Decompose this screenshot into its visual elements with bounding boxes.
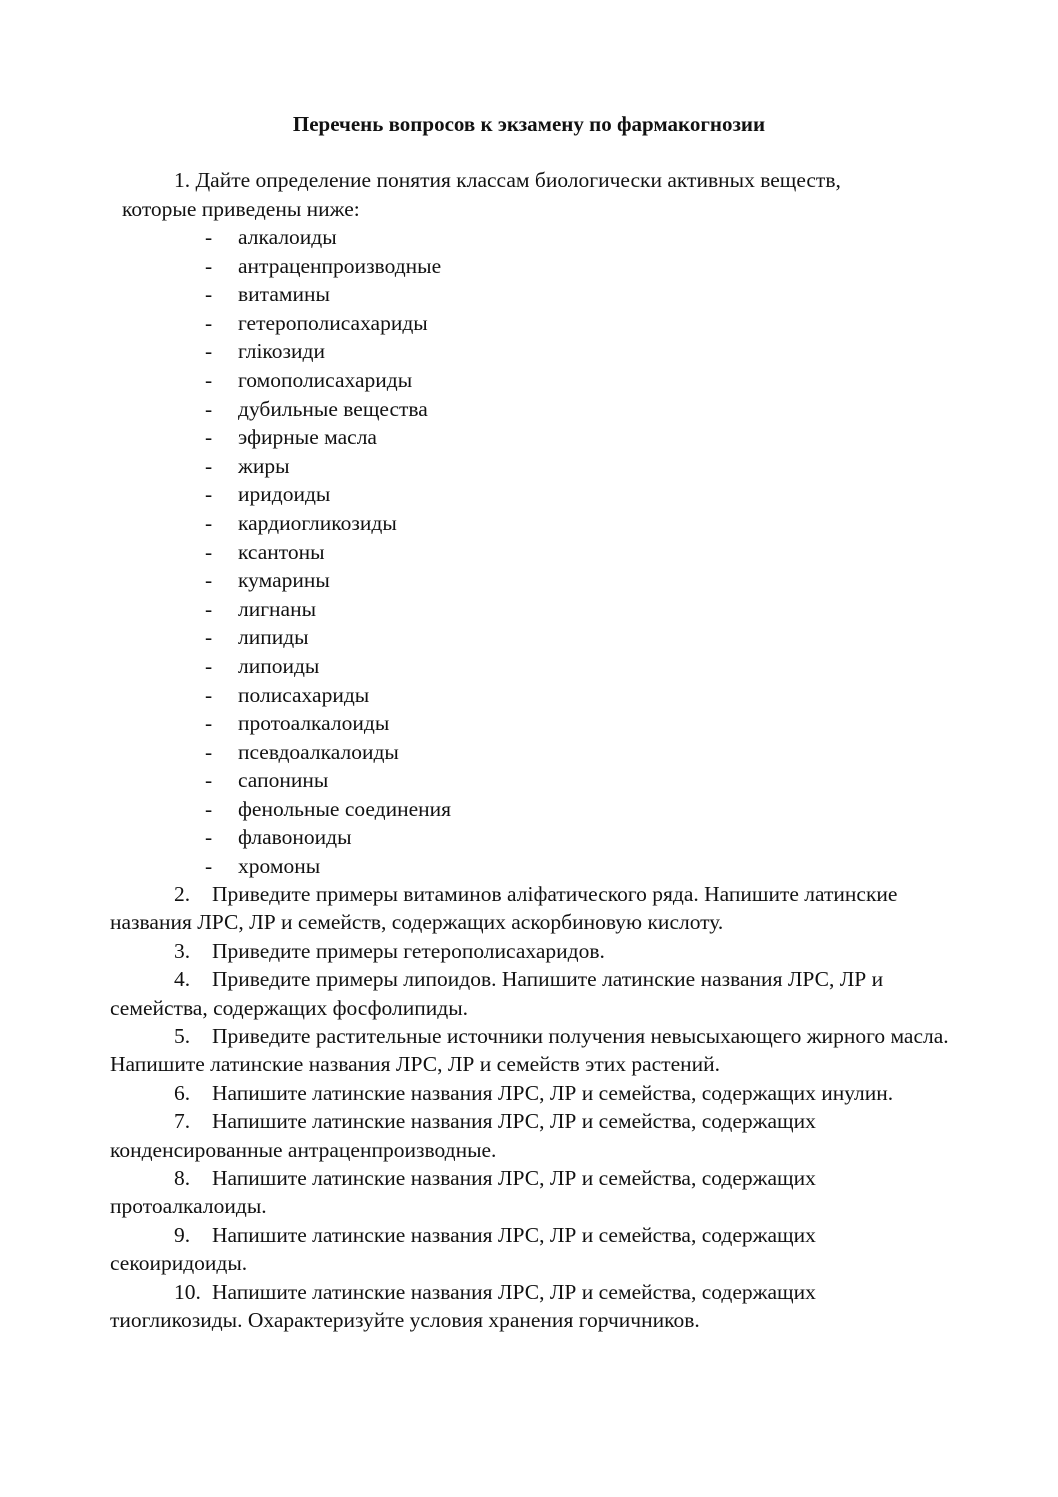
list-item — [205, 280, 451, 309]
question-text: Приведите растительные источники получения невысыхающего жирного масла. Напишите латинские названия ЛРС, ЛР и семейств этих растений. — [110, 1024, 949, 1077]
question-text: Напишите латинские названия ЛРС, ЛР и семейства, содержащих протоалкалоиды. — [110, 1166, 816, 1219]
list-dash: - — [205, 482, 213, 507]
list-item — [205, 480, 451, 509]
question-text: Напишите латинские названия ЛРС, ЛР и семейства, содержащих инулин. — [212, 1080, 894, 1105]
question-text: Приведите примеры гетерополисахаридов. — [212, 938, 605, 963]
list-item-text: кумарины — [238, 568, 330, 593]
list-dash: - — [205, 711, 213, 736]
list-dash: - — [205, 568, 213, 593]
list-item — [205, 366, 451, 395]
list-item-text: липиды — [238, 625, 309, 650]
list-item-text: лигнаны — [238, 596, 317, 621]
list-dash: - — [205, 225, 213, 249]
list-dash: - — [205, 510, 213, 535]
list-item-text: псевдоалкалоиды — [238, 739, 399, 764]
list-item-text: липоиды — [238, 653, 320, 678]
list-dash: - — [205, 768, 213, 793]
list-item-text: иридоиды — [238, 482, 331, 507]
question-number: 6. — [174, 1080, 191, 1105]
list-item-text: витамины — [238, 282, 330, 307]
list-item-text: ксантоны — [238, 539, 325, 564]
list-dash: - — [205, 367, 213, 392]
question-number: 4. — [174, 967, 191, 992]
question-number: 5. — [174, 1024, 191, 1049]
list-item-text: антраценпроизводные — [238, 253, 442, 278]
list-item — [205, 795, 451, 824]
question-number: 9. — [174, 1222, 191, 1247]
question-number: 7. — [174, 1109, 191, 1134]
question-item — [110, 880, 950, 937]
question-text: Напишите латинские названия ЛРС, ЛР и семейства, содержащих секоиридоиды. — [110, 1222, 816, 1276]
question-text: Напишите латинские названия ЛРС, ЛР и семейства, содержащих конденсированные антраценпроизводные. — [110, 1109, 816, 1162]
list-item-text: хромоны — [238, 854, 321, 879]
list-item-text: фенольные соединения — [238, 796, 452, 821]
question-item — [110, 1278, 950, 1335]
question-item — [110, 1221, 950, 1278]
list-item-text: кардиогликозиды — [238, 510, 397, 535]
list-dash: - — [205, 396, 213, 421]
list-dash: - — [205, 339, 213, 364]
question-text-line2: которые приведены ниже: — [122, 197, 360, 221]
list-item-text: эфирные масла — [238, 425, 377, 450]
list-dash: - — [205, 625, 213, 650]
list-item — [205, 852, 451, 881]
list-item-text: глікозиди — [238, 339, 325, 364]
list-item-text: алкалоиды — [238, 225, 337, 249]
question-item — [110, 1079, 950, 1107]
question-item — [110, 1022, 950, 1079]
list-dash: - — [205, 682, 213, 707]
question-item — [110, 1164, 950, 1221]
list-item-text: дубильные вещества — [238, 396, 428, 421]
question-1 — [110, 166, 990, 224]
list-item — [205, 509, 451, 538]
list-item-text: флавоноиды — [238, 825, 352, 850]
list-dash: - — [205, 796, 213, 821]
list-item — [205, 823, 451, 852]
list-dash: - — [205, 253, 213, 278]
list-item — [205, 566, 451, 595]
question-item — [110, 965, 950, 1022]
list-item — [205, 395, 451, 424]
question-number: 3. — [174, 938, 191, 963]
list-item-text: жиры — [238, 453, 290, 478]
list-item — [205, 766, 451, 795]
list-item-text: полисахариды — [238, 682, 370, 707]
question-number: 2. — [174, 882, 191, 906]
list-item — [205, 538, 451, 567]
list-item — [205, 623, 451, 652]
question-text: Приведите примеры витаминов аліфатического ряда. Напишите латинские названия ЛРС, ЛР и семейств, содержащих аскорбиновую кислоту. — [110, 882, 898, 935]
list-item — [205, 709, 451, 738]
list-item — [205, 252, 451, 281]
list-dash: - — [205, 653, 213, 678]
list-dash: - — [205, 282, 213, 307]
bas-class-list — [205, 223, 451, 881]
list-item-text: гомополисахариды — [238, 367, 413, 392]
question-number: 10. — [174, 1279, 201, 1304]
list-dash: - — [205, 539, 213, 564]
list-dash: - — [205, 739, 213, 764]
list-item — [205, 223, 451, 252]
question-text: Напишите латинские названия ЛРС, ЛР и семейства, содержащих тиогликозиды. Охарактеризуйте условия хранения горчичников. — [110, 1279, 816, 1333]
list-dash: - — [205, 310, 213, 335]
list-item — [205, 738, 451, 767]
list-dash: - — [205, 596, 213, 621]
list-item — [205, 681, 451, 710]
list-item — [205, 452, 451, 481]
question-item — [110, 1107, 950, 1164]
document-title: Перечень вопросов к экзамену по фармакогнозии — [292, 112, 766, 136]
list-dash: - — [205, 825, 213, 850]
question-item — [110, 937, 950, 965]
question-number: 1. — [174, 168, 191, 192]
question-number: 8. — [174, 1166, 191, 1191]
question-text-line1: Дайте определение понятия классам биологически активных веществ, — [195, 168, 841, 192]
list-item — [205, 337, 451, 366]
list-item — [205, 423, 451, 452]
list-item-text: сапонины — [238, 768, 329, 793]
question-text: Приведите примеры липоидов. Напишите латинские названия ЛРС, ЛР и семейства, содержащих фосфолипиды. — [110, 967, 884, 1020]
list-dash: - — [205, 453, 213, 478]
list-item-text: гетерополисахариды — [238, 310, 428, 335]
list-dash: - — [205, 854, 213, 879]
question-list — [110, 880, 950, 1335]
list-dash: - — [205, 425, 213, 450]
list-item — [205, 309, 451, 338]
list-item-text: протоалкалоиды — [238, 711, 390, 736]
list-item — [205, 595, 451, 624]
list-item — [205, 652, 451, 681]
